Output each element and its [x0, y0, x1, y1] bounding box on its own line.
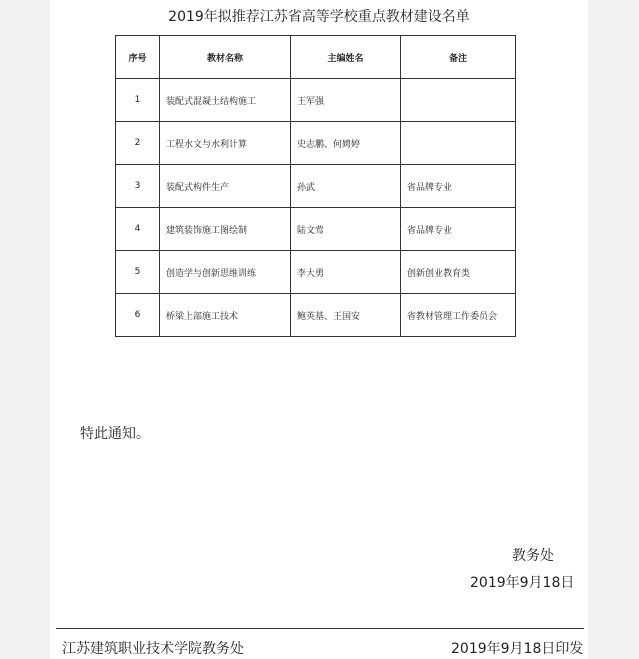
notice-text: 特此通知。 — [80, 426, 150, 442]
footer-divider — [56, 628, 584, 629]
cell-editor: 李大勇 — [291, 251, 401, 294]
header-note: 备注 — [401, 36, 516, 79]
cell-note — [401, 79, 516, 122]
cell-textbook-name: 创造学与创新思维训练 — [160, 251, 291, 294]
footer-print-date: 2019年9月18日印发 — [451, 641, 584, 657]
header-serial: 序号 — [116, 36, 160, 79]
cell-editor: 鲍英基、王国安 — [291, 294, 401, 337]
signature-date: 2019年9月18日 — [470, 575, 575, 591]
cell-editor: 王军强 — [291, 79, 401, 122]
footer-issuer: 江苏建筑职业技术学院教务处 — [62, 641, 244, 657]
cell-editor: 陆文莺 — [291, 208, 401, 251]
cell-textbook-name: 装配式构件生产 — [160, 165, 291, 208]
table-row — [116, 122, 516, 165]
cell-note: 省教材管理工作委员会 — [401, 294, 516, 337]
document-title: 2019年拟推荐江苏省高等学校重点教材建设名单 — [168, 9, 470, 25]
document-page — [50, 0, 588, 659]
cell-serial: 6 — [116, 294, 160, 337]
cell-note — [401, 122, 516, 165]
cell-textbook-name: 桥梁上部施工技术 — [160, 294, 291, 337]
cell-note: 省品牌专业 — [401, 165, 516, 208]
cell-serial: 1 — [116, 79, 160, 122]
cell-note: 创新创业教育类 — [401, 251, 516, 294]
cell-serial: 3 — [116, 165, 160, 208]
cell-editor: 孙武 — [291, 165, 401, 208]
cell-textbook-name: 工程水文与水利计算 — [160, 122, 291, 165]
cell-textbook-name: 建筑装饰施工图绘制 — [160, 208, 291, 251]
cell-textbook-name: 装配式混凝土结构施工 — [160, 79, 291, 122]
cell-serial: 4 — [116, 208, 160, 251]
textbook-table — [115, 35, 516, 337]
table-row — [116, 165, 516, 208]
header-textbook-name: 教材名称 — [160, 36, 291, 79]
header-editor: 主编姓名 — [291, 36, 401, 79]
cell-note: 省品牌专业 — [401, 208, 516, 251]
table-row — [116, 251, 516, 294]
cell-serial: 2 — [116, 122, 160, 165]
table-row — [116, 79, 516, 122]
cell-serial: 5 — [116, 251, 160, 294]
table-header-row — [116, 36, 516, 79]
table-row — [116, 208, 516, 251]
signature-department: 教务处 — [512, 548, 554, 564]
table-row — [116, 294, 516, 337]
cell-editor: 史志鹏、何娉婷 — [291, 122, 401, 165]
